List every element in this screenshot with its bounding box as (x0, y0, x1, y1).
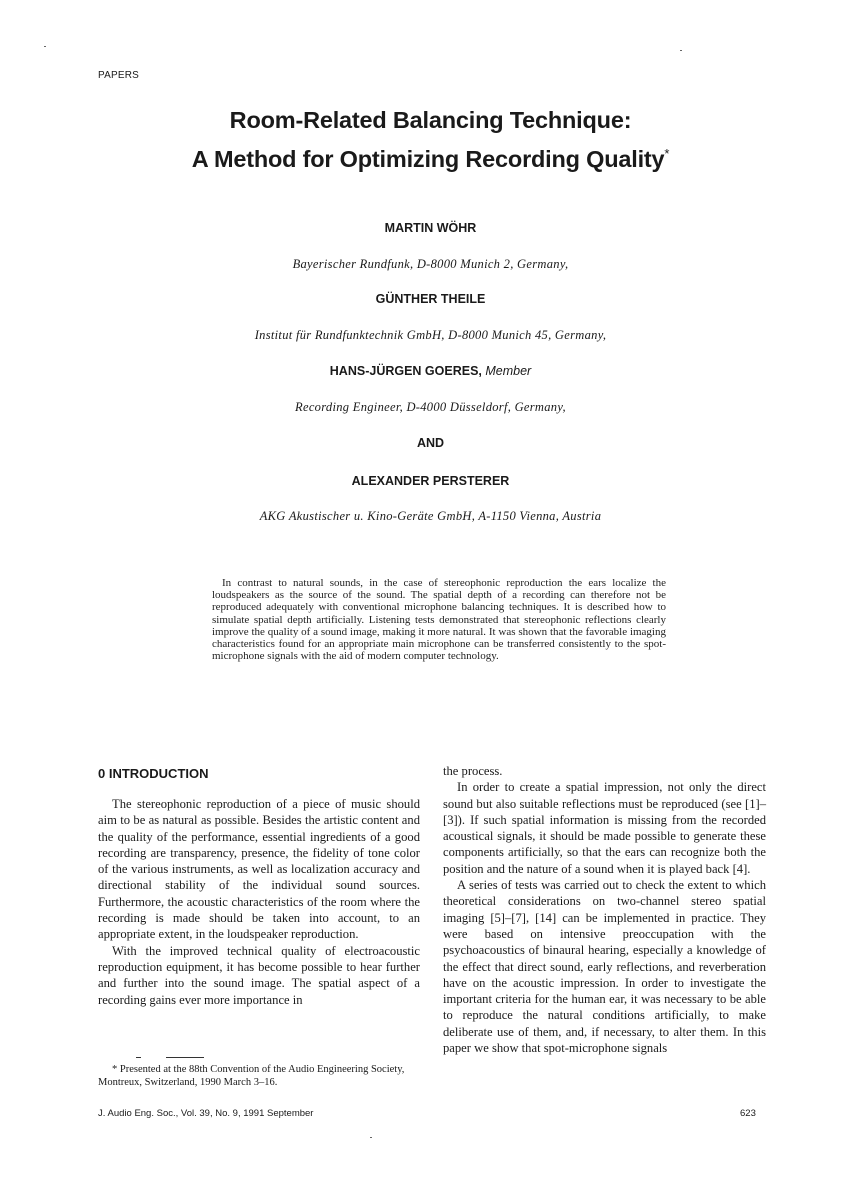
left-column (98, 796, 420, 1008)
page-number: 623 (740, 1108, 756, 1119)
body-paragraph: In order to create a spatial impression, not only the direct sound but also suitable reflections must be reproduced (see [1]–[3]). If such spatial information is missing from the recorded acoustical signals, it should be made possible to generate these components artificially, so that the ears can recognize both the position and the nature of a sound when it is played back [4]. (443, 780, 766, 876)
author-name: GÜNTHER THEILE (375, 292, 486, 306)
body-paragraph: With the improved technical quality of electroacoustic reproduction equipment, it has become possible to hear further and further into the sound image. The spatial aspect of a recording gains ever more importance in (98, 943, 420, 1007)
footnote-dash (136, 1057, 141, 1058)
body-paragraph-continuation: the process. (443, 764, 503, 778)
body-paragraph: A series of tests was carried out to check the extent to which theoretical considerations on two-channel stereo spatial imaging [5]–[7], [14] can be implemented in practice. They were based on intensive preoccupation with the psychoacoustics of binaural hearing, especially a knowledge of the effect that direct sound, early reflections, and reverberation have on the acoustic impression. In order to investigate the important criteria for the human ear, it was necessary to be able to reproduce the natural conditions artificially, to make deliberate use of them, and, if necessary, to alter them. In this paper we show that spot-microphone signals (443, 878, 766, 1056)
section-label: PAPERS (98, 70, 140, 81)
author-name: HANS-JÜRGEN GOERES, Member (329, 364, 532, 378)
author-affiliation: Recording Engineer, D-4000 Düsseldorf, Germany, (295, 400, 566, 414)
footnote-text: * Presented at the 88th Convention of the Audio Engineering Society, Montreux, Switzerland, 1990 March 3–16. (98, 1064, 405, 1088)
section-heading: 0 INTRODUCTION (98, 766, 209, 781)
author-affiliation: Institut für Rundfunktechnik GmbH, D-8000 Munich 45, Germany, (254, 328, 607, 342)
abstract: In contrast to natural sounds, in the case of stereophonic reproduction the ears localize the loudspeakers as the source of the sound. The spatial depth of a recording can therefore not be reproduced adequately with conventional microphone balancing techniques. It is described how to simulate spatial depth artificially. Listening tests demonstrated that stereophonic reflections clearly improve the quality of a sound image, making it more natural. It was shown that the favorable imaging characteristics found for an appropriate main microphone can be transferred consistently to the spot-microphone signals with the aid of modern computer technology. (212, 577, 666, 663)
author-role: Member (485, 364, 532, 378)
body-paragraph: The stereophonic reproduction of a piece of music should aim to be as natural as possible. Besides the artistic content and the quality of the performance, essential ingredients of a good recording are transparency, presence, the fidelity of tone color of the various instruments, as well as localization accuracy and directional stability of the individual sound sources. Furthermore, the acoustic characteristics of the room where the recording is made should be taken into account, to an appropriate extent, in the loudspeaker reproduction. (98, 797, 420, 942)
and-label: AND (416, 436, 445, 450)
author-affiliation: Bayerischer Rundfunk, D-8000 Munich 2, Germany, (292, 257, 569, 271)
journal-citation: J. Audio Eng. Soc., Vol. 39, No. 9, 1991 September (98, 1108, 314, 1119)
paper-title-line-2: A Method for Optimizing Recording Quality* (191, 146, 670, 172)
footnote-rule (166, 1057, 204, 1058)
paper-title-line-1: Room-Related Balancing Technique: (229, 107, 632, 133)
author-name: ALEXANDER PERSTERER (351, 474, 510, 488)
scan-speck (680, 50, 682, 51)
title-footnote-mark: * (664, 146, 670, 161)
scan-speck (44, 46, 46, 47)
scan-speck (370, 1137, 372, 1138)
author-affiliation: AKG Akustischer u. Kino-Geräte GmbH, A-1150 Vienna, Austria (259, 509, 602, 523)
footnote (98, 1063, 420, 1089)
right-column (443, 763, 766, 1056)
author-name: MARTIN WÖHR (384, 221, 477, 235)
